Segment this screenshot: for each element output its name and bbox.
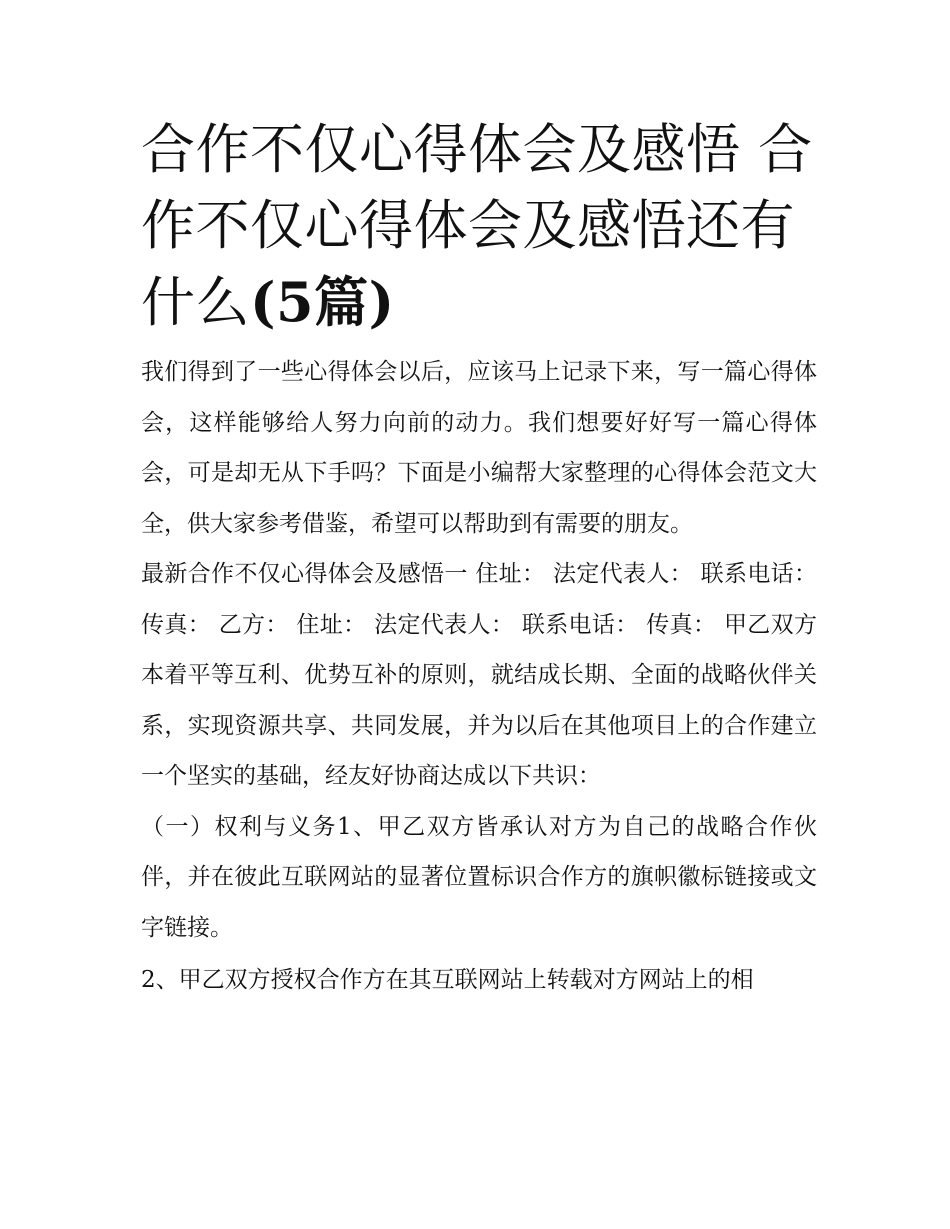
agreement-paragraph: 最新合作不仅心得体会及感悟一 住址： 法定代表人： 联系电话： 传真： 乙方： 住址： 法定代表人： 联系电话： 传真： 甲乙双方本着平等互利、优势互补的原则，就结成长期、全面的战略伙伴关系，实现资源共享、共同发展，并为以后在其他项目上的合作建立一个坚实的基础，经友好协商达成以下共识： [141,561,817,789]
intro-paragraph: 我们得到了一些心得体会以后，应该马上记录下来，写一篇心得体会，这样能够给人努力向前的动力。我们想要好好写一篇心得体会，可是却无从下手吗？下面是小编帮大家整理的心得体会范文大全，供大家参考借鉴，希望可以帮助到有需要的朋友。 [141,359,817,537]
title-count: (5篇) [250,270,395,334]
rights-paragraph: （一）权利与义务1、甲乙双方皆承认对方为自己的战略合作伙伴，并在彼此互联网站的显著位置标识合作方的旗帜徽标链接或文字链接。 [141,813,817,941]
title-text: 合作不仅心得体会及感悟 合作不仅心得体会及感悟还有什么 [141,118,813,334]
document-title [141,112,817,341]
authorization-paragraph: 2、甲乙双方授权合作方在其互联网站上转载对方网站上的相 [141,967,754,993]
document-content [141,112,817,1006]
